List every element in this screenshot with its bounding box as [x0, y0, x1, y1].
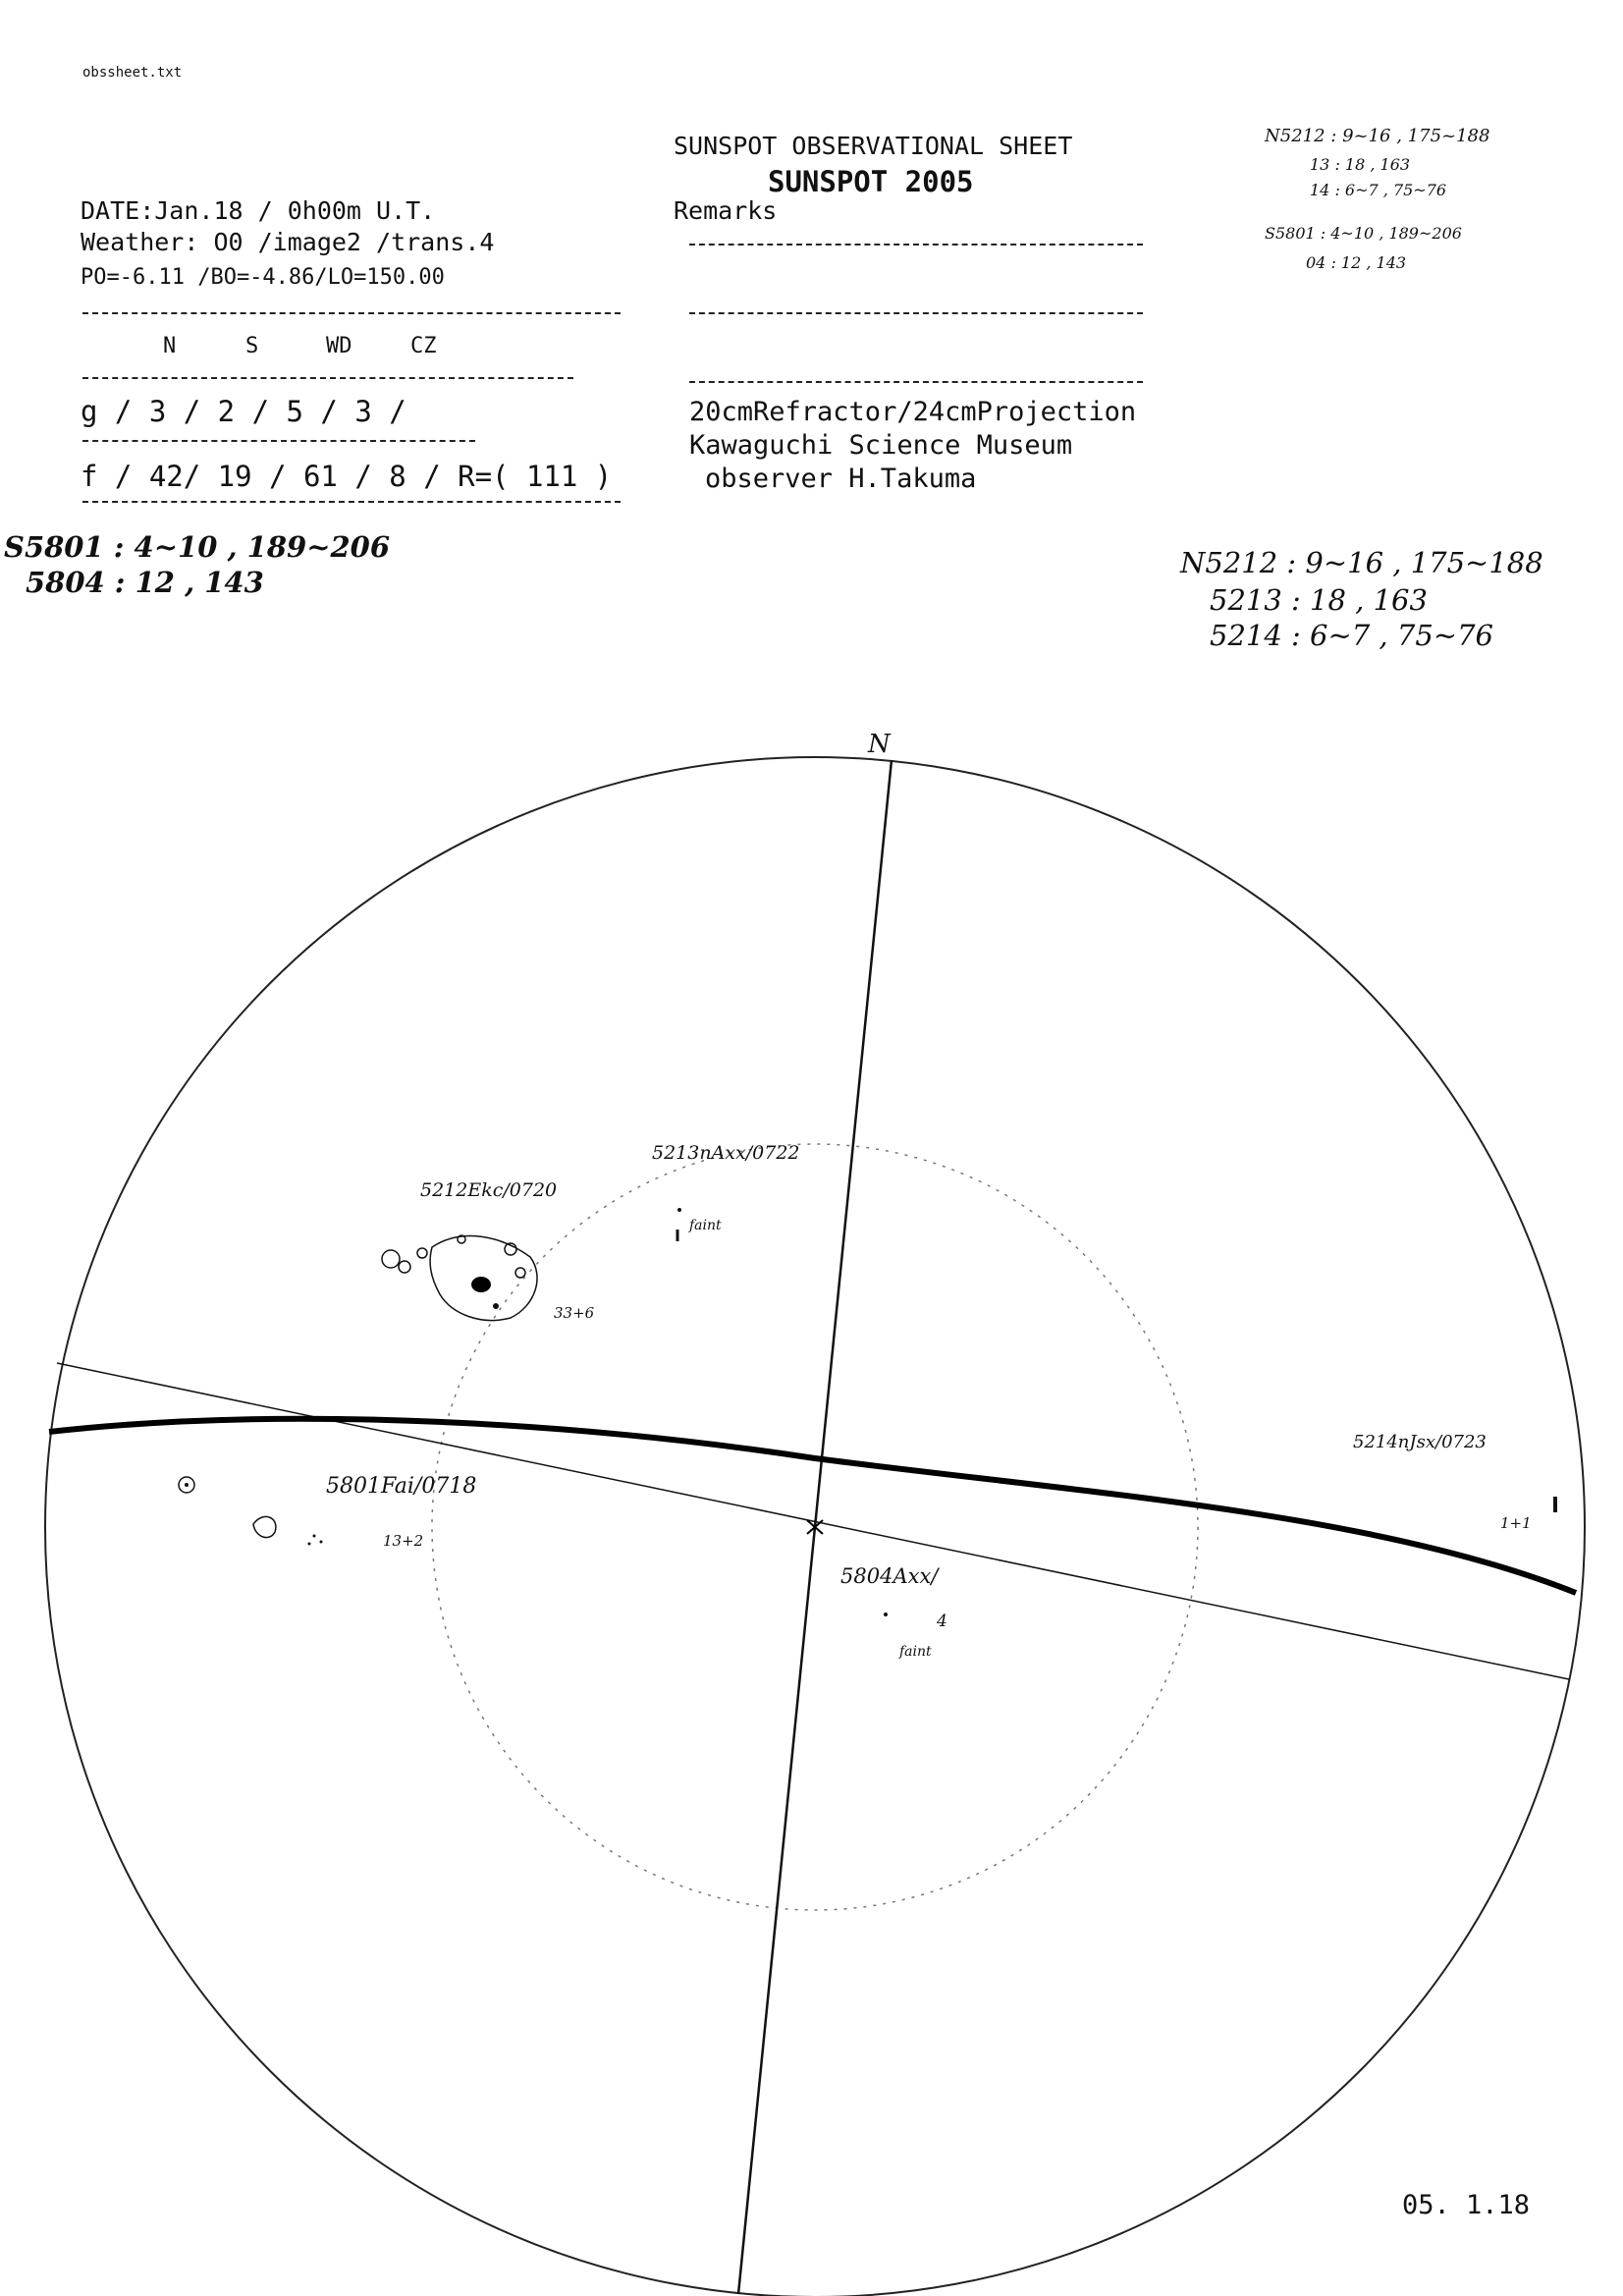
group-note-5804: faint — [899, 1644, 932, 1660]
group-note-5213: faint — [689, 1218, 722, 1233]
equator-line — [57, 1363, 1569, 1679]
col-header-n: N — [163, 334, 177, 358]
remarks-label: Remarks — [674, 196, 778, 225]
group-count-5801: 13+2 — [383, 1532, 424, 1550]
telescope-info: 20cmRefractor/24cmProjection — [689, 397, 1137, 427]
group-label-5212: 5212Ekc/0720 — [420, 1179, 558, 1201]
sunspot-dot — [677, 1208, 681, 1212]
group-count-5212: 33+6 — [554, 1304, 595, 1322]
note-right: 5214 : 6~7 , 75~76 — [1210, 619, 1493, 652]
note-topright: 13 : 18 , 163 — [1310, 155, 1411, 174]
sunspot-group-5801 — [179, 1477, 323, 1546]
note-left: 5804 : 12 , 143 — [26, 566, 264, 599]
group-count-5214: 1+1 — [1500, 1514, 1532, 1532]
note-left: S5801 : 4~10 , 189~206 — [4, 530, 391, 564]
note-topright: S5801 : 4~10 , 189~206 — [1265, 224, 1462, 243]
footer-date: 05. 1.18 — [1402, 2190, 1531, 2220]
sunspot-group-5804 — [884, 1613, 888, 1616]
group-label-5214: 5214nJsx/0723 — [1353, 1432, 1487, 1452]
observer-info: observer H.Takuma — [705, 464, 977, 494]
params-line: PO=-6.11 /BO=-4.86/LO=150.00 — [81, 265, 445, 290]
north-mark: N — [868, 730, 891, 759]
group-count-row: g / 3 / 2 / 5 / 3 / — [81, 395, 406, 428]
note-topright: N5212 : 9~16 , 175~188 — [1265, 126, 1490, 146]
note-topright: 04 : 12 , 143 — [1306, 253, 1407, 272]
location-info: Kawaguchi Science Museum — [689, 430, 1073, 461]
filename: obssheet.txt — [82, 65, 183, 81]
group-count-5804: 4 — [937, 1612, 947, 1631]
date-line: DATE:Jan.18 / 0h00m U.T. — [81, 196, 436, 225]
group-label-5801: 5801Fai/0718 — [326, 1474, 477, 1499]
group-label-5804: 5804Axx/ — [840, 1564, 939, 1588]
sheet-subtitle: SUNSPOT 2005 — [768, 165, 974, 198]
group-label-5213: 5213nAxx/0722 — [652, 1142, 800, 1164]
spot-count-row: f / 42/ 19 / 61 / 8 / R=( 111 ) — [81, 460, 613, 493]
heliographic-equator — [49, 1419, 1576, 1593]
weather-line: Weather: O0 /image2 /trans.4 — [81, 228, 495, 256]
col-header-cz: CZ — [410, 334, 437, 358]
note-topright: 14 : 6~7 , 75~76 — [1310, 181, 1447, 199]
col-header-s: S — [245, 334, 259, 358]
note-right: N5212 : 9~16 , 175~188 — [1180, 546, 1543, 579]
sunspot-group-5212 — [382, 1235, 537, 1321]
sheet-title: SUNSPOT OBSERVATIONAL SHEET — [674, 132, 1073, 160]
col-header-wd: WD — [326, 334, 352, 358]
note-right: 5213 : 18 , 163 — [1210, 583, 1428, 617]
